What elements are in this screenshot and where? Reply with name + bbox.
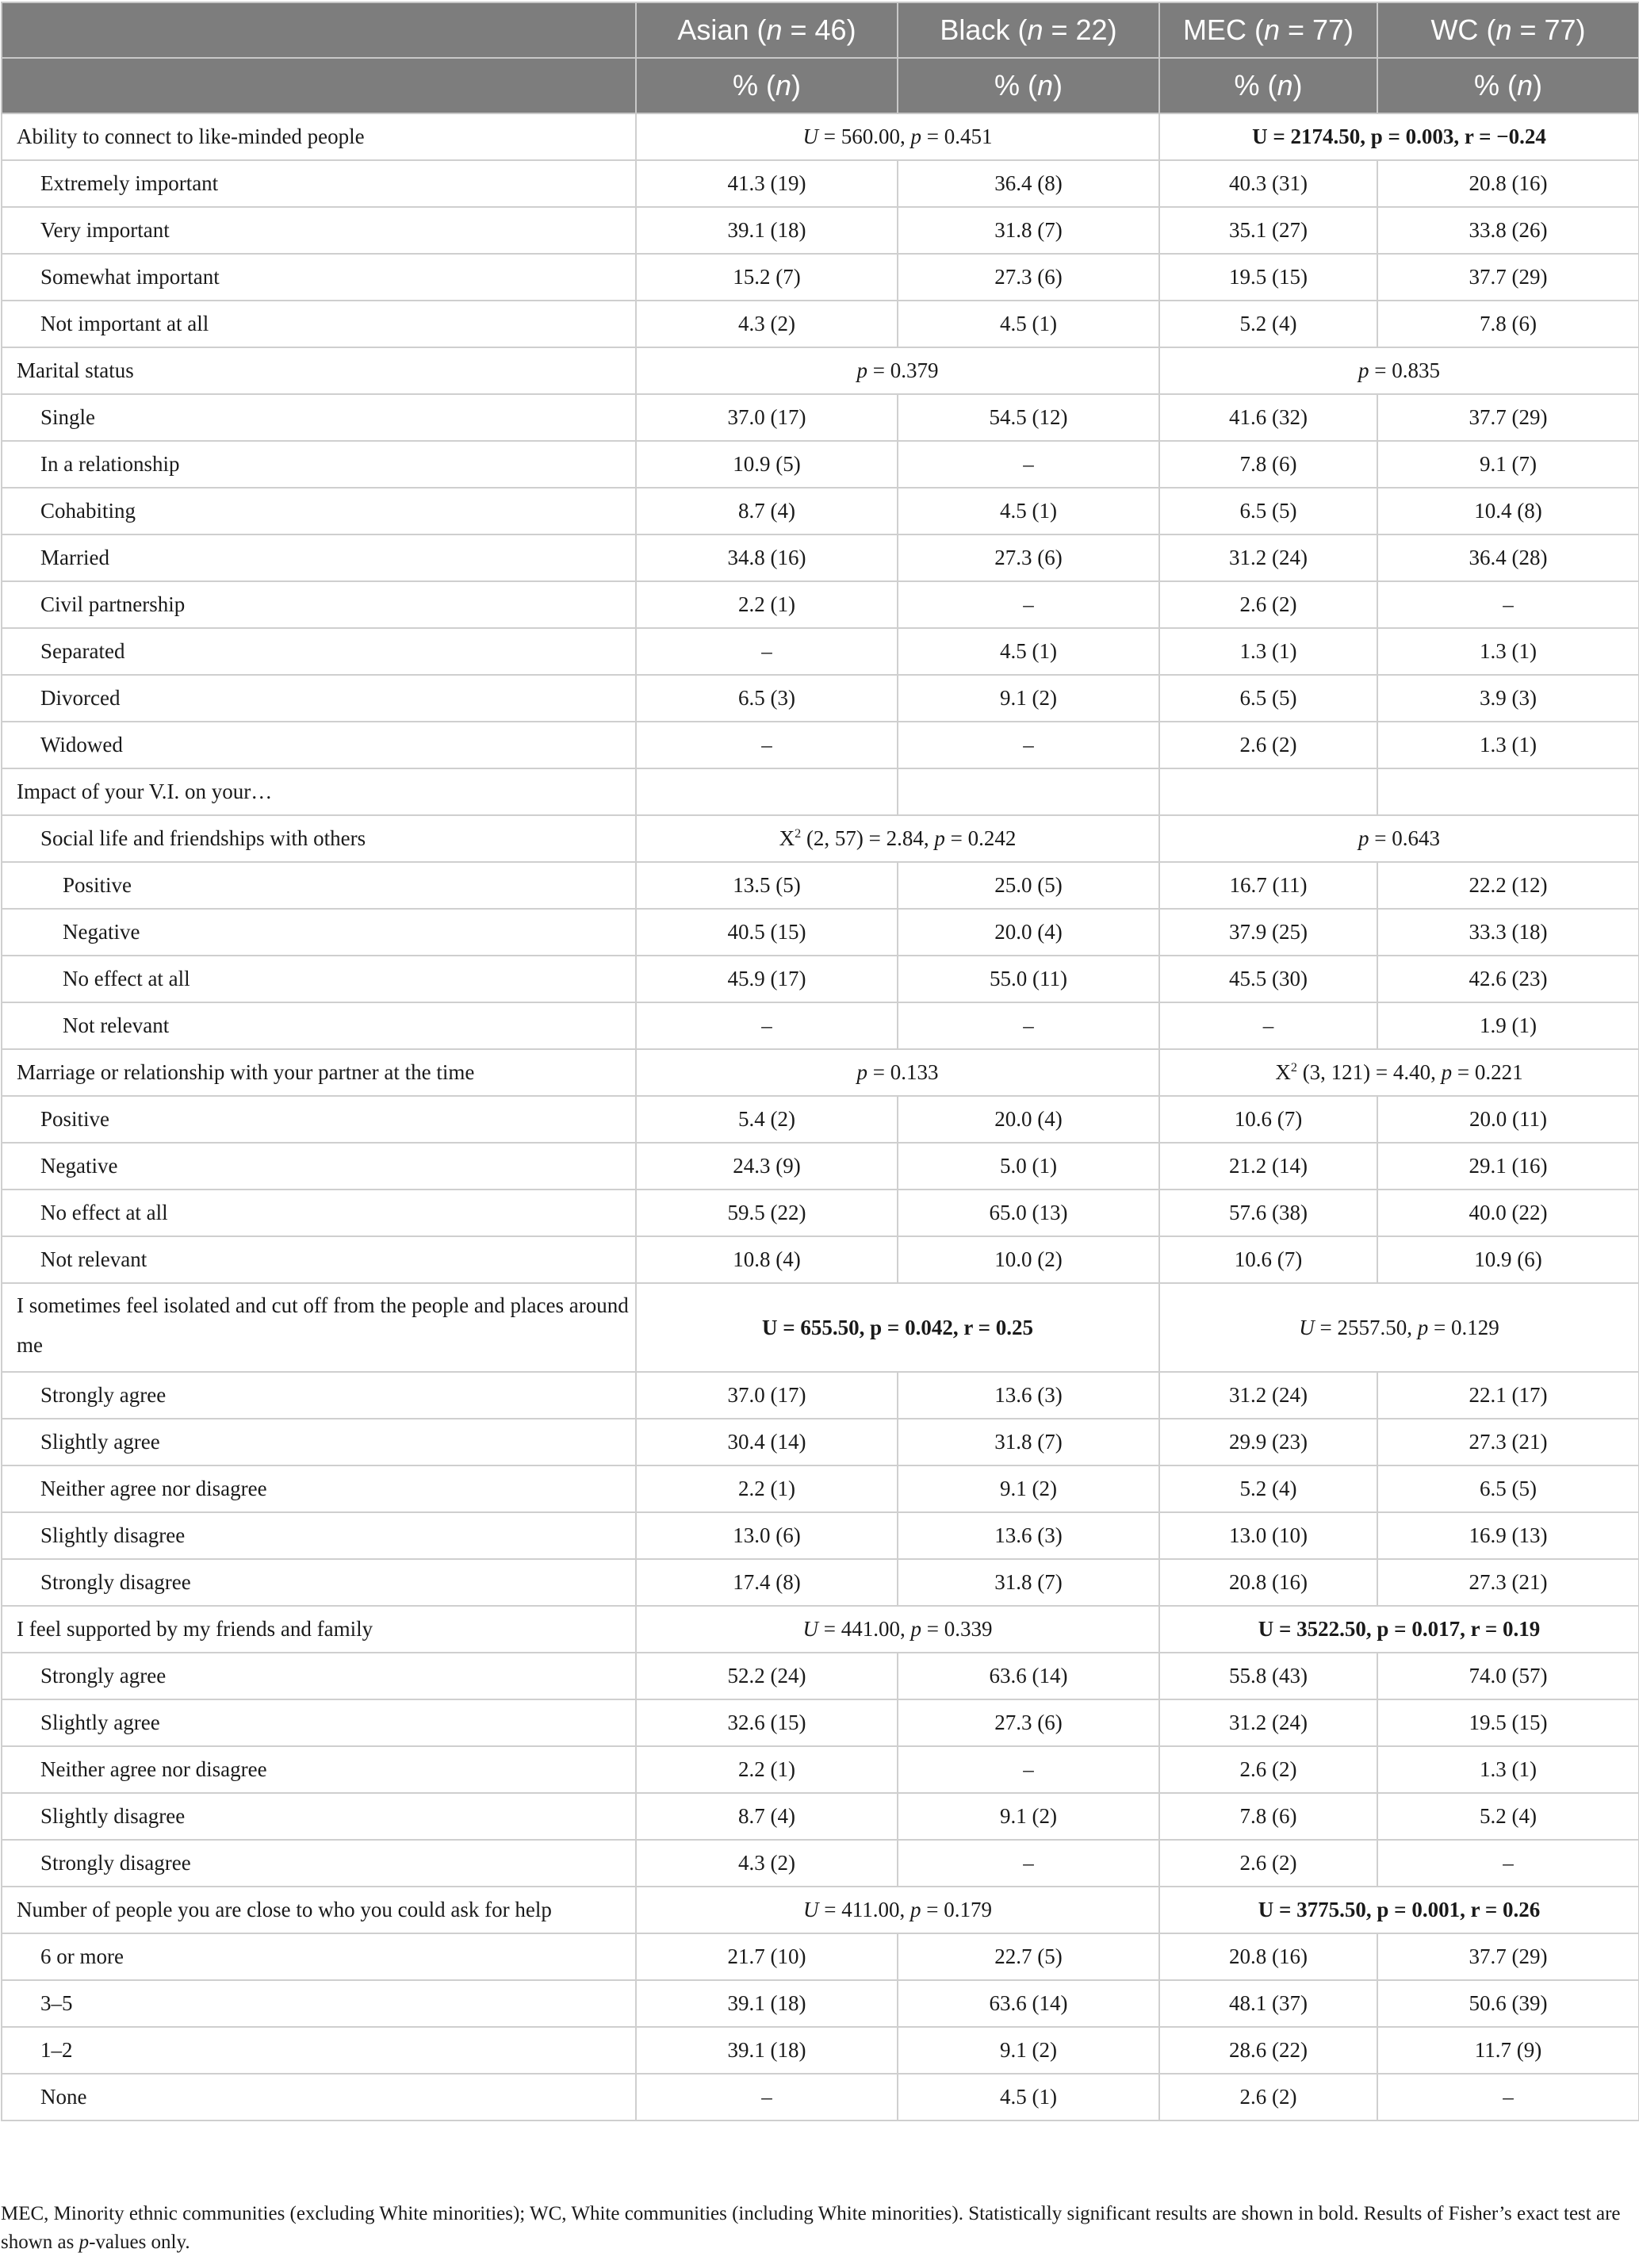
value-cell: 25.0 (5)	[898, 862, 1159, 909]
value-cell: 10.6 (7)	[1159, 1096, 1377, 1143]
value-cell: 36.4 (8)	[898, 160, 1159, 207]
paren-close: )	[1107, 13, 1117, 46]
table-row	[2, 1699, 1639, 1746]
value-cell: 2.6 (2)	[1159, 2074, 1377, 2121]
value-cell: –	[898, 1746, 1159, 1793]
value-cell: 21.2 (14)	[1159, 1143, 1377, 1190]
row-label: Married	[2, 534, 636, 581]
table-row	[2, 488, 1639, 534]
column-header-name: Black	[940, 13, 1010, 46]
value-cell: 11.7 (9)	[1377, 2027, 1639, 2074]
value-cell: 27.3 (6)	[898, 1699, 1159, 1746]
row-label: Civil partnership	[2, 581, 636, 628]
column-header-name: MEC	[1182, 13, 1246, 46]
section-row	[2, 815, 1639, 862]
value-cell: 16.9 (13)	[1377, 1512, 1639, 1559]
value-cell: 5.2 (4)	[1159, 301, 1377, 347]
row-label: I feel supported by my friends and family	[2, 1606, 636, 1653]
row-label: None	[2, 2074, 636, 2121]
value-cell: 57.6 (38)	[1159, 1190, 1377, 1236]
table-body	[2, 113, 1639, 2121]
value-cell: 4.3 (2)	[636, 1840, 898, 1887]
value-cell: 34.8 (16)	[636, 534, 898, 581]
value-cell: 32.6 (15)	[636, 1699, 898, 1746]
value-cell: 33.3 (18)	[1377, 909, 1639, 956]
value-cell: 2.2 (1)	[636, 1746, 898, 1793]
table-row	[2, 1980, 1639, 2027]
value-cell: 37.0 (17)	[636, 394, 898, 441]
test-statistic: p = 0.133	[636, 1049, 1159, 1096]
test-statistic: U = 560.00, p = 0.451	[636, 113, 1159, 160]
table-row	[2, 722, 1639, 768]
value-cell	[898, 768, 1159, 815]
value-cell: 8.7 (4)	[636, 488, 898, 534]
row-label: Extremely important	[2, 160, 636, 207]
table-row	[2, 628, 1639, 675]
value-cell: 31.8 (7)	[898, 1559, 1159, 1606]
value-cell: 40.0 (22)	[1377, 1190, 1639, 1236]
value-cell: 2.6 (2)	[1159, 1746, 1377, 1793]
row-label: Widowed	[2, 722, 636, 768]
value-cell: –	[898, 1002, 1159, 1049]
value-cell: –	[1377, 1840, 1639, 1887]
row-label: Strongly disagree	[2, 1559, 636, 1606]
row-label: Positive	[2, 862, 636, 909]
value-cell: 2.2 (1)	[636, 1465, 898, 1512]
value-cell: 27.3 (6)	[898, 534, 1159, 581]
table-header	[2, 2, 1639, 113]
test-statistic: p = 0.643	[1159, 815, 1639, 862]
section-row	[2, 347, 1639, 394]
column-header-mec: MEC (n = 77)	[1159, 2, 1377, 58]
test-statistic: U = 441.00, p = 0.339	[636, 1606, 1159, 1653]
value-cell: 9.1 (2)	[898, 1793, 1159, 1840]
row-label: Slightly disagree	[2, 1793, 636, 1840]
value-cell: 24.3 (9)	[636, 1143, 898, 1190]
value-cell: 1.3 (1)	[1377, 628, 1639, 675]
header-blank-cell	[2, 2, 636, 58]
value-cell	[1377, 768, 1639, 815]
column-unit-asian	[636, 58, 898, 113]
value-cell: 6.5 (3)	[636, 675, 898, 722]
section-row	[2, 113, 1639, 160]
value-cell: 9.1 (7)	[1377, 441, 1639, 488]
column-header-n: 46	[814, 13, 847, 46]
table-row	[2, 254, 1639, 301]
value-cell: 36.4 (28)	[1377, 534, 1639, 581]
value-cell: 31.2 (24)	[1159, 1699, 1377, 1746]
value-cell: 31.2 (24)	[1159, 1372, 1377, 1419]
value-cell: 54.5 (12)	[898, 394, 1159, 441]
column-header-n: 77	[1312, 13, 1345, 46]
value-cell: 3.9 (3)	[1377, 675, 1639, 722]
value-cell: –	[898, 722, 1159, 768]
value-cell: 1.3 (1)	[1377, 722, 1639, 768]
value-cell: 20.0 (4)	[898, 1096, 1159, 1143]
value-cell: –	[898, 581, 1159, 628]
value-cell: –	[636, 628, 898, 675]
value-cell: 1.9 (1)	[1377, 1002, 1639, 1049]
value-cell: 13.6 (3)	[898, 1512, 1159, 1559]
value-cell: 35.1 (27)	[1159, 207, 1377, 254]
value-cell: 39.1 (18)	[636, 2027, 898, 2074]
value-cell: –	[1159, 1002, 1377, 1049]
table-row	[2, 675, 1639, 722]
value-cell: 4.5 (1)	[898, 628, 1159, 675]
section-row	[2, 1606, 1639, 1653]
value-cell: 6.5 (5)	[1377, 1465, 1639, 1512]
test-statistic: $X^2$ (3, 121) = 4.40, p = 0.221	[1159, 1049, 1639, 1096]
value-cell: 15.2 (7)	[636, 254, 898, 301]
results-table	[1, 2, 1639, 2121]
value-cell: 27.3 (21)	[1377, 1419, 1639, 1465]
table-row	[2, 1002, 1639, 1049]
row-label: Number of people you are close to who you could ask for help	[2, 1887, 636, 1933]
n-symbol: n	[1495, 13, 1512, 46]
value-cell: 7.8 (6)	[1159, 1793, 1377, 1840]
value-cell: 59.5 (22)	[636, 1190, 898, 1236]
unit-n: n	[1516, 69, 1534, 102]
table-row	[2, 862, 1639, 909]
value-cell: 7.8 (6)	[1377, 301, 1639, 347]
header-row-groups	[2, 2, 1639, 58]
column-header-black: Black (n = 22)	[898, 2, 1159, 58]
value-cell: 8.7 (4)	[636, 1793, 898, 1840]
row-label: Slightly agree	[2, 1419, 636, 1465]
value-cell: 13.0 (10)	[1159, 1512, 1377, 1559]
value-cell: 13.5 (5)	[636, 862, 898, 909]
table-row	[2, 2074, 1639, 2121]
test-statistic: $X^2$ (2, 57) = 2.84, p = 0.242	[636, 815, 1159, 862]
value-cell: 10.6 (7)	[1159, 1236, 1377, 1283]
table-row	[2, 394, 1639, 441]
unit-percent: % (	[1234, 69, 1277, 102]
value-cell: 20.8 (16)	[1159, 1933, 1377, 1980]
table-row	[2, 1559, 1639, 1606]
value-cell: 5.4 (2)	[636, 1096, 898, 1143]
row-label: Negative	[2, 909, 636, 956]
paren-close: )	[846, 13, 856, 46]
value-cell: 5.2 (4)	[1159, 1465, 1377, 1512]
row-label: Negative	[2, 1143, 636, 1190]
table-row	[2, 1840, 1639, 1887]
unit-n: n	[1036, 69, 1054, 102]
value-cell: 16.7 (11)	[1159, 862, 1377, 909]
value-cell: –	[1377, 581, 1639, 628]
table-row	[2, 1419, 1639, 1465]
value-cell: 19.5 (15)	[1159, 254, 1377, 301]
row-label: Strongly agree	[2, 1653, 636, 1699]
row-label: Separated	[2, 628, 636, 675]
table-row	[2, 1190, 1639, 1236]
test-statistic: U = 411.00, p = 0.179	[636, 1887, 1159, 1933]
value-cell: 28.6 (22)	[1159, 2027, 1377, 2074]
unit-percent: % (	[732, 69, 775, 102]
table-row	[2, 2027, 1639, 2074]
n-symbol: n	[766, 13, 783, 46]
value-cell: 31.2 (24)	[1159, 534, 1377, 581]
value-cell: 9.1 (2)	[898, 2027, 1159, 2074]
value-cell: 13.6 (3)	[898, 1372, 1159, 1419]
value-cell: 45.9 (17)	[636, 956, 898, 1002]
value-cell: –	[636, 1002, 898, 1049]
value-cell: 5.2 (4)	[1377, 1793, 1639, 1840]
row-label: Not relevant	[2, 1002, 636, 1049]
row-label: Impact of your V.I. on your…	[2, 768, 636, 815]
row-label: Somewhat important	[2, 254, 636, 301]
value-cell: 55.0 (11)	[898, 956, 1159, 1002]
value-cell: 52.2 (24)	[636, 1653, 898, 1699]
table-row	[2, 1746, 1639, 1793]
value-cell	[1159, 768, 1377, 815]
row-label: Strongly disagree	[2, 1840, 636, 1887]
value-cell: 1.3 (1)	[1377, 1746, 1639, 1793]
row-label: Not important at all	[2, 301, 636, 347]
value-cell: 55.8 (43)	[1159, 1653, 1377, 1699]
value-cell: 22.2 (12)	[1377, 862, 1639, 909]
test-statistic: U = 2557.50, p = 0.129	[1159, 1283, 1639, 1372]
row-label: Ability to connect to like-minded people	[2, 113, 636, 160]
value-cell: 33.8 (26)	[1377, 207, 1639, 254]
value-cell: 5.0 (1)	[898, 1143, 1159, 1190]
unit-n: n	[1277, 69, 1293, 102]
value-cell: 42.6 (23)	[1377, 956, 1639, 1002]
paren-close: )	[1053, 69, 1063, 102]
value-cell: –	[898, 1840, 1159, 1887]
value-cell: 39.1 (18)	[636, 1980, 898, 2027]
value-cell: 20.0 (11)	[1377, 1096, 1639, 1143]
test-statistic: p = 0.379	[636, 347, 1159, 394]
row-label: 3–5	[2, 1980, 636, 2027]
value-cell: 50.6 (39)	[1377, 1980, 1639, 2027]
value-cell: 37.0 (17)	[636, 1372, 898, 1419]
value-cell: 45.5 (30)	[1159, 956, 1377, 1002]
value-cell: –	[898, 441, 1159, 488]
value-cell: 37.7 (29)	[1377, 1933, 1639, 1980]
n-symbol: n	[1263, 13, 1280, 46]
paren-close: )	[1344, 13, 1354, 46]
value-cell: 63.6 (14)	[898, 1653, 1159, 1699]
value-cell: 20.8 (16)	[1377, 160, 1639, 207]
value-cell: 6.5 (5)	[1159, 675, 1377, 722]
test-statistic: p = 0.835	[1159, 347, 1639, 394]
value-cell: –	[1377, 2074, 1639, 2121]
test-statistic: U = 2174.50, p = 0.003, r = −0.24	[1159, 113, 1639, 160]
table-row	[2, 1933, 1639, 1980]
value-cell: 29.1 (16)	[1377, 1143, 1639, 1190]
value-cell: 29.9 (23)	[1159, 1419, 1377, 1465]
header-row-units	[2, 58, 1639, 113]
row-label: Slightly disagree	[2, 1512, 636, 1559]
test-statistic: U = 3522.50, p = 0.017, r = 0.19	[1159, 1606, 1639, 1653]
row-label: No effect at all	[2, 1190, 636, 1236]
value-cell: 41.3 (19)	[636, 160, 898, 207]
value-cell: 6.5 (5)	[1159, 488, 1377, 534]
value-cell: 19.5 (15)	[1377, 1699, 1639, 1746]
value-cell: 10.8 (4)	[636, 1236, 898, 1283]
column-header-n: 22	[1075, 13, 1108, 46]
column-unit-wc	[1377, 58, 1639, 113]
value-cell: 17.4 (8)	[636, 1559, 898, 1606]
row-label: Neither agree nor disagree	[2, 1465, 636, 1512]
column-header-name: Asian	[677, 13, 749, 46]
value-cell: 27.3 (6)	[898, 254, 1159, 301]
value-cell: 21.7 (10)	[636, 1933, 898, 1980]
paren-close: )	[1576, 13, 1586, 46]
value-cell: 1.3 (1)	[1159, 628, 1377, 675]
table-row	[2, 441, 1639, 488]
table-row	[2, 1236, 1639, 1283]
row-label: Slightly agree	[2, 1699, 636, 1746]
unit-percent: % (	[994, 69, 1037, 102]
test-statistic: U = 3775.50, p = 0.001, r = 0.26	[1159, 1887, 1639, 1933]
value-cell: 4.5 (1)	[898, 2074, 1159, 2121]
value-cell: 10.0 (2)	[898, 1236, 1159, 1283]
value-cell	[636, 768, 898, 815]
table-row	[2, 1793, 1639, 1840]
value-cell: 4.5 (1)	[898, 488, 1159, 534]
value-cell: 41.6 (32)	[1159, 394, 1377, 441]
table-row	[2, 1372, 1639, 1419]
row-label: Social life and friendships with others	[2, 815, 636, 862]
column-header-n: 77	[1544, 13, 1576, 46]
value-cell: –	[636, 2074, 898, 2121]
value-cell: 37.7 (29)	[1377, 394, 1639, 441]
value-cell: 4.5 (1)	[898, 301, 1159, 347]
test-statistic: U = 655.50, p = 0.042, r = 0.25	[636, 1283, 1159, 1372]
value-cell: 65.0 (13)	[898, 1190, 1159, 1236]
table-footnote: MEC, Minority ethnic communities (excluding White minorities); WC, White communities (including White minorities). Statistically significant results are shown in bold. Results of Fisher’s exact test are shown as p-values only.	[1, 2203, 1621, 2253]
row-label: Marital status	[2, 347, 636, 394]
row-label: Cohabiting	[2, 488, 636, 534]
table-row	[2, 1143, 1639, 1190]
column-header-asian: Asian (n = 46)	[636, 2, 898, 58]
section-row	[2, 1887, 1639, 1933]
paren-close: )	[1292, 69, 1303, 102]
row-label: No effect at all	[2, 956, 636, 1002]
row-label: I sometimes feel isolated and cut off from the people and places around me	[2, 1283, 636, 1372]
value-cell: 31.8 (7)	[898, 207, 1159, 254]
table-row	[2, 207, 1639, 254]
value-cell: 48.1 (37)	[1159, 1980, 1377, 2027]
header-blank-cell	[2, 58, 636, 113]
column-header-wc: WC (n = 77)	[1377, 2, 1639, 58]
value-cell: –	[636, 722, 898, 768]
row-label: Very important	[2, 207, 636, 254]
table-row	[2, 534, 1639, 581]
table-row	[2, 1512, 1639, 1559]
value-cell: 2.6 (2)	[1159, 1840, 1377, 1887]
value-cell: 10.9 (5)	[636, 441, 898, 488]
value-cell: 4.3 (2)	[636, 301, 898, 347]
unit-n: n	[775, 69, 792, 102]
row-label: Neither agree nor disagree	[2, 1746, 636, 1793]
table-row	[2, 909, 1639, 956]
value-cell: 30.4 (14)	[636, 1419, 898, 1465]
column-unit-black	[898, 58, 1159, 113]
row-label: In a relationship	[2, 441, 636, 488]
value-cell: 37.9 (25)	[1159, 909, 1377, 956]
paren-close: )	[791, 69, 802, 102]
table-row	[2, 301, 1639, 347]
value-cell: 10.4 (8)	[1377, 488, 1639, 534]
value-cell: 74.0 (57)	[1377, 1653, 1639, 1699]
table-row	[2, 581, 1639, 628]
row-label: Single	[2, 394, 636, 441]
value-cell: 2.6 (2)	[1159, 581, 1377, 628]
section-row	[2, 1049, 1639, 1096]
row-label: 6 or more	[2, 1933, 636, 1980]
value-cell: 40.3 (31)	[1159, 160, 1377, 207]
value-cell: 9.1 (2)	[898, 675, 1159, 722]
value-cell: 40.5 (15)	[636, 909, 898, 956]
value-cell: 9.1 (2)	[898, 1465, 1159, 1512]
table-row	[2, 1653, 1639, 1699]
value-cell: 7.8 (6)	[1159, 441, 1377, 488]
row-label: Not relevant	[2, 1236, 636, 1283]
value-cell: 27.3 (21)	[1377, 1559, 1639, 1606]
table-row	[2, 1465, 1639, 1512]
table-row	[2, 956, 1639, 1002]
column-header-name: WC	[1430, 13, 1479, 46]
value-cell: 20.8 (16)	[1159, 1559, 1377, 1606]
unit-percent: % (	[1473, 69, 1517, 102]
value-cell: 10.9 (6)	[1377, 1236, 1639, 1283]
row-label: Positive	[2, 1096, 636, 1143]
row-label: Strongly agree	[2, 1372, 636, 1419]
value-cell: 13.0 (6)	[636, 1512, 898, 1559]
value-cell: 63.6 (14)	[898, 1980, 1159, 2027]
paren-close: )	[1533, 69, 1543, 102]
table-row	[2, 160, 1639, 207]
table-row	[2, 768, 1639, 815]
value-cell: 39.1 (18)	[636, 207, 898, 254]
row-label: Divorced	[2, 675, 636, 722]
value-cell: 2.2 (1)	[636, 581, 898, 628]
row-label: Marriage or relationship with your partner at the time	[2, 1049, 636, 1096]
value-cell: 2.6 (2)	[1159, 722, 1377, 768]
n-symbol: n	[1027, 13, 1044, 46]
value-cell: 31.8 (7)	[898, 1419, 1159, 1465]
column-unit-mec	[1159, 58, 1377, 113]
value-cell: 22.7 (5)	[898, 1933, 1159, 1980]
value-cell: 22.1 (17)	[1377, 1372, 1639, 1419]
value-cell: 20.0 (4)	[898, 909, 1159, 956]
value-cell: 37.7 (29)	[1377, 254, 1639, 301]
row-label: 1–2	[2, 2027, 636, 2074]
table-row	[2, 1096, 1639, 1143]
section-row	[2, 1283, 1639, 1372]
